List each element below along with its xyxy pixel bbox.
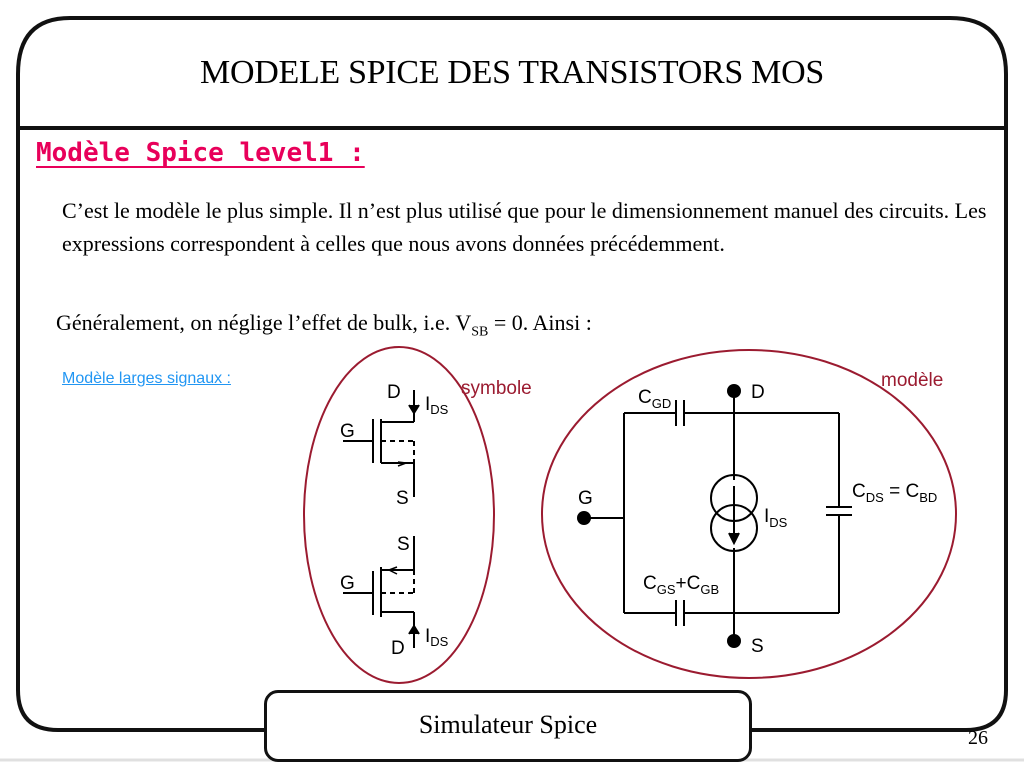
model-ellipse <box>542 350 956 678</box>
cds-label: $C_{DS} = C_{BD}$ <box>852 481 938 505</box>
cgd-label: $C_{GD}$ <box>638 387 672 411</box>
model-circuit <box>584 391 852 641</box>
model-source-label: S <box>751 636 764 657</box>
drain-node <box>727 384 741 398</box>
pmos-drain-label: D <box>391 638 405 659</box>
large-signal-link[interactable]: Modèle larges signaux : <box>62 370 231 387</box>
nmos-source-label: S <box>396 488 409 509</box>
model-drain-label: D <box>751 382 765 403</box>
source-node <box>727 634 741 648</box>
nmos-gate-label: G <box>340 421 355 442</box>
bulk-text-prefix: Généralement, on néglige l’effet de bulk, i.e. V <box>56 310 472 335</box>
cgs-cgb-label: $C_{GS}+C_{GB}$ <box>643 573 720 597</box>
footer-title: Simulateur Spice <box>418 710 598 739</box>
model-gate-label: G <box>578 488 593 509</box>
section-heading: Modèle Spice level1 : <box>36 138 365 168</box>
symbol-caption: symbole <box>461 378 532 399</box>
model-caption: modèle <box>881 370 944 391</box>
nmos-symbol <box>343 390 419 497</box>
bulk-text-suffix: = 0. Ainsi : <box>488 310 592 335</box>
pmos-current-label: $I_{DS}$ <box>425 626 449 649</box>
pmos-gate-label: G <box>340 573 355 594</box>
intro-paragraph: C’est le modèle le plus simple. Il n’est plus utilisé que pour le dimensionnement manuel des circuits. Les expressions correspondent à celles que nous avons données précédemment. <box>62 198 987 256</box>
slide-title: MODELE SPICE DES TRANSISTORS MOS <box>200 54 824 91</box>
page-number: 26 <box>968 727 988 749</box>
nmos-drain-label: D <box>387 382 401 403</box>
bulk-text-sub: SB <box>471 324 489 340</box>
pmos-source-label: S <box>397 534 410 555</box>
nmos-current-label: $I_{DS}$ <box>425 394 449 417</box>
gate-node <box>577 511 591 525</box>
model-ids-label: $I_{DS}$ <box>764 506 788 530</box>
